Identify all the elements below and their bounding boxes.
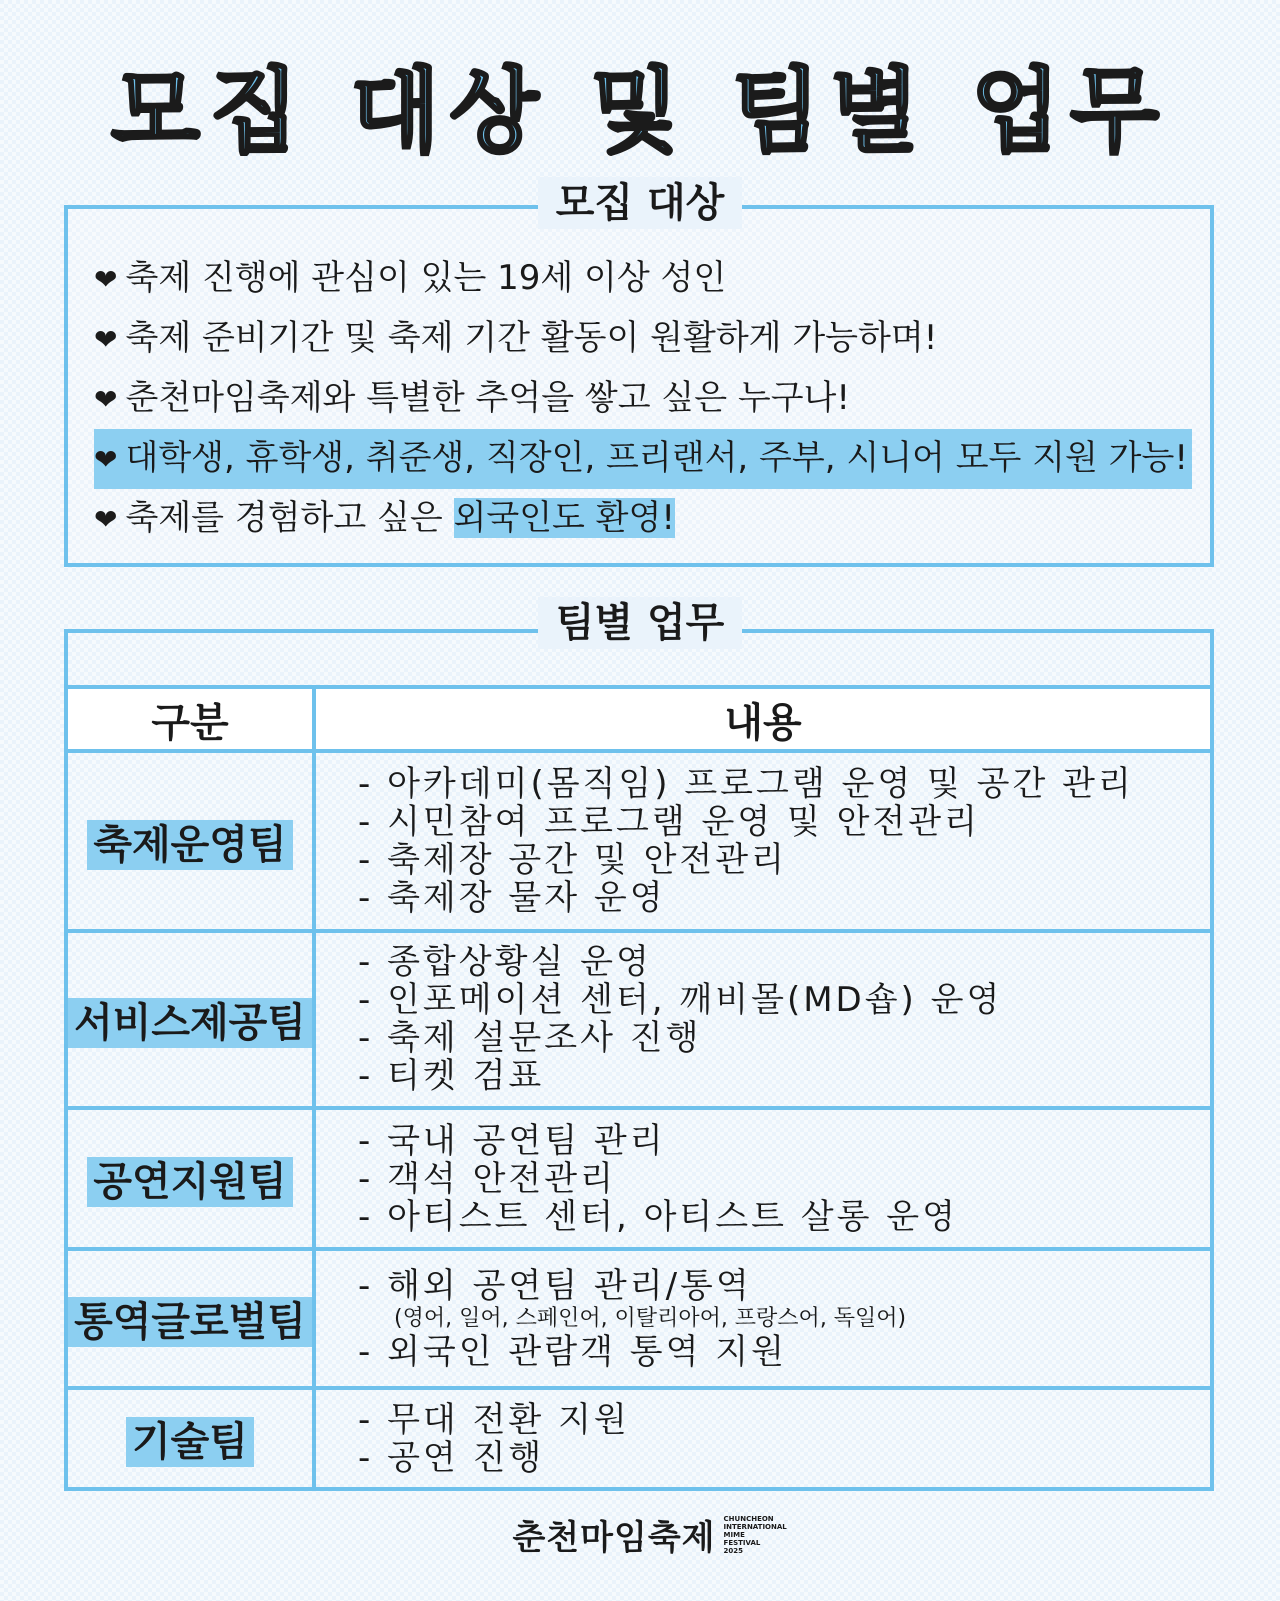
task-item: - 종합상황실 운영 [358,942,652,983]
column-header-content: 내용 [314,687,1210,751]
teams-table [68,685,1210,1487]
team-name-cell [68,931,314,1108]
target-item-prefix: 축제를 경험하고 싶은 [125,498,454,538]
target-item-highlight: 외국인도 환영! [453,498,676,538]
task-item: - 축제 설문조사 진행 [358,1018,702,1059]
target-section-heading [0,177,1280,229]
target-box [64,205,1214,567]
table-row [68,1388,1210,1487]
heart-icon: ❤ [94,323,118,356]
task-cell [314,1249,1210,1388]
target-item: ❤ 춘천마임축제와 특별한 추억을 쌓고 싶은 누구나! [94,378,851,418]
table-row [68,751,1210,930]
target-item: ❤ 축제 진행에 관심이 있는 19세 이상 성인 [94,258,727,298]
task-item: - 아티스트 센터, 아티스트 살롱 운영 [358,1196,958,1237]
table-row [68,1249,1210,1388]
logo-text: 춘천마임축제 [512,1518,716,1558]
heart-icon: ❤ [94,503,118,536]
team-name: 축제운영팀 [87,820,292,870]
column-header-category: 구분 [68,687,314,751]
target-list [68,209,1210,549]
team-name: 기술팀 [126,1417,254,1467]
team-name-cell [68,1388,314,1487]
task-item: - 축제장 공간 및 안전관리 [358,840,787,881]
team-name: 공연지원팀 [87,1157,292,1207]
page-title: 모집 대상 및 팀별 업무 [111,58,1169,165]
heart-icon: ❤ [94,443,118,476]
table-row [68,931,1210,1108]
team-name-cell [68,751,314,930]
teams-heading-text: 팀별 업무 [538,597,743,649]
teams-box [64,629,1214,1491]
target-heading-text: 모집 대상 [538,177,743,229]
target-item: ❤ 축제 준비기간 및 축제 기간 활동이 원활하게 가능하며! [94,318,938,358]
task-item: - 시민참여 프로그램 운영 및 안전관리 [358,802,980,843]
table-row [68,1108,1210,1249]
task-language-note: (영어, 일어, 스페인어, 이탈리아어, 프랑스어, 독일어) [394,1305,907,1331]
logo-subtext: CHUNCHEON INTERNATIONAL MIME FESTIVAL 2025 [723,1514,787,1555]
team-name-cell [68,1108,314,1249]
task-cell [314,931,1210,1108]
heart-icon: ❤ [94,263,118,296]
task-item: - 해외 공연팀 관리/통역 [358,1265,752,1306]
task-cell [314,1108,1210,1249]
task-item: - 외국인 관람객 통역 지원 [358,1331,787,1372]
task-item: - 티켓 검표 [358,1056,545,1097]
task-item: - 무대 전환 지원 [358,1399,630,1440]
teams-section-heading [0,597,1280,649]
task-item: - 축제장 물자 운영 [358,878,666,919]
task-item: - 인포메이션 센터, 깨비몰(MD숍) 운영 [358,980,1003,1021]
task-item: - 공연 진행 [358,1437,545,1478]
heart-icon: ❤ [94,383,118,416]
task-cell [314,751,1210,930]
festival-logo [0,1510,1280,1559]
task-cell [314,1388,1210,1487]
team-name: 통역글로벌팀 [68,1297,312,1347]
team-name: 서비스제공팀 [68,998,312,1048]
table-header-row [68,687,1210,751]
task-item: - 국내 공연팀 관리 [358,1120,666,1161]
task-item: - 아카데미(몸직임) 프로그램 운영 및 공간 관리 [358,764,1134,805]
team-name-cell [68,1249,314,1388]
task-item: - 객석 안전관리 [358,1158,616,1199]
target-item [94,489,1210,549]
target-item-highlighted: ❤ 대학생, 휴학생, 취준생, 직장인, 프리랜서, 주부, 시니어 모두 지원 가능! [94,429,1210,489]
